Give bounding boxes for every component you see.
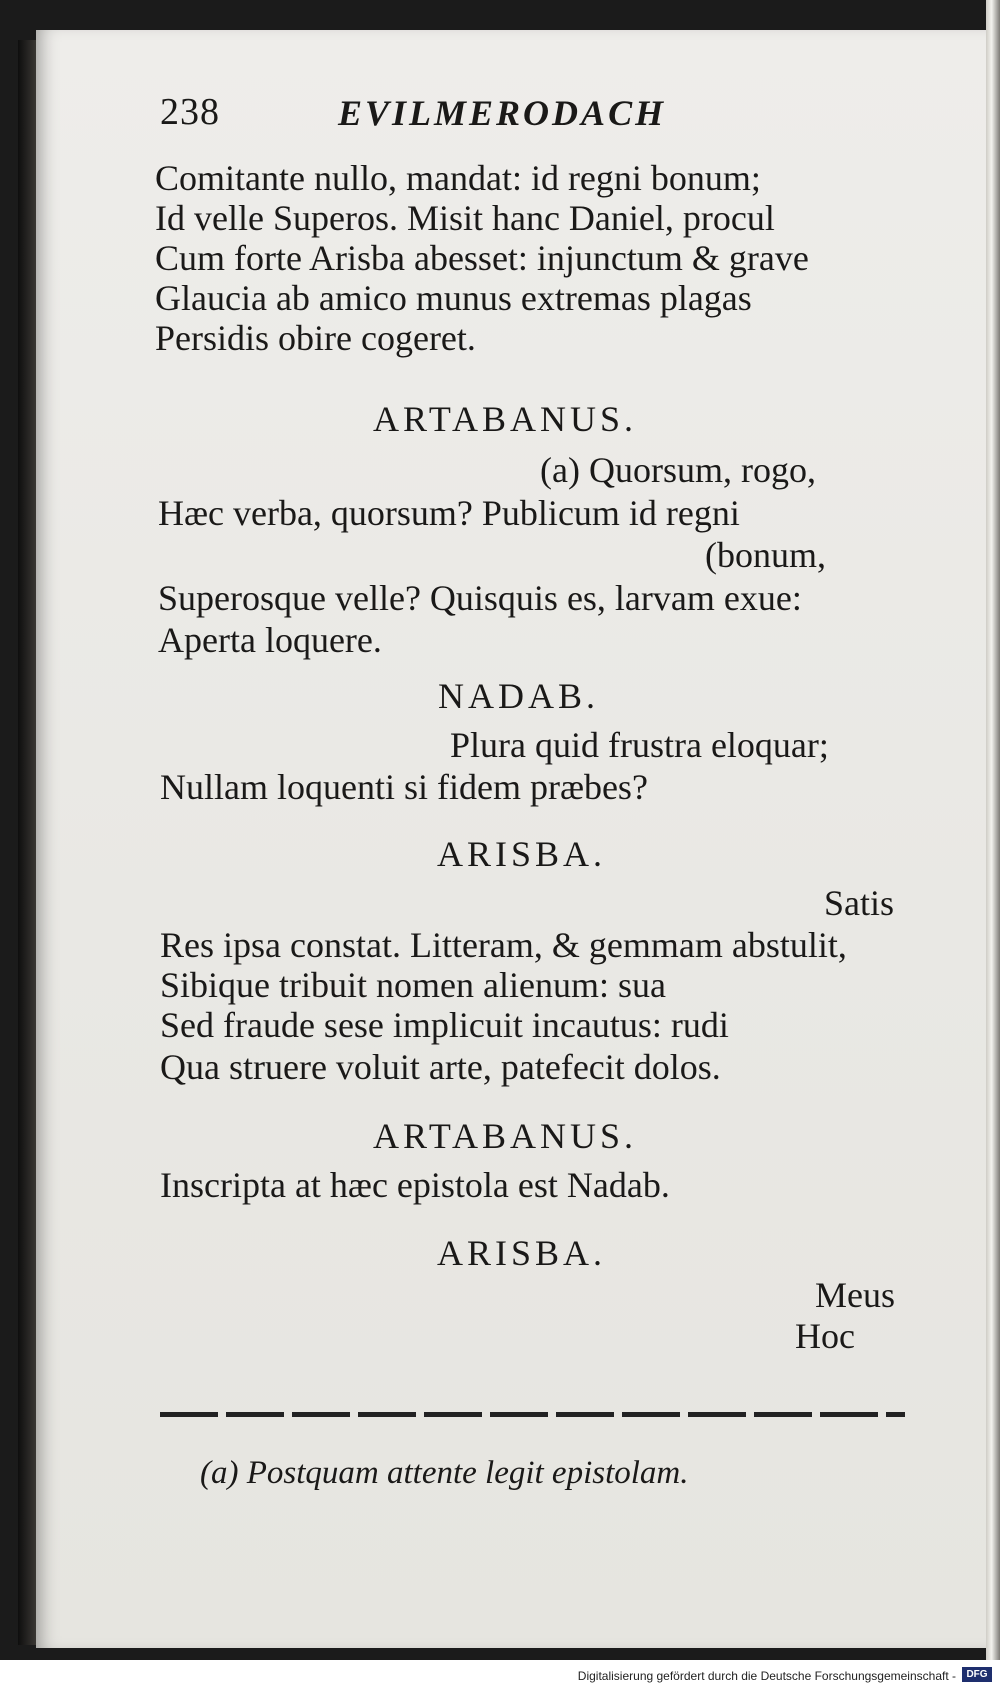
verse-line: Hoc: [795, 1316, 855, 1356]
verse-line: Sed fraude sese implicuit incautus: rudi: [160, 1005, 729, 1045]
verse-line: (bonum,: [705, 535, 826, 575]
verse-line: Cum forte Arisba abesset: injunctum & grave: [155, 238, 809, 278]
speaker-name: ARTABANUS.: [373, 399, 637, 439]
speaker-name: ARISBA.: [437, 834, 607, 874]
verse-line: Persidis obire cogeret.: [155, 318, 476, 358]
verse-line: Hæc verba, quorsum? Publicum id regni: [158, 493, 740, 533]
verse-line: Meus: [815, 1275, 895, 1315]
speaker-name: ARISBA.: [437, 1233, 607, 1273]
page-fore-edge: [986, 0, 1000, 1660]
verse-line: Res ipsa constat. Litteram, & gemmam abstulit,: [160, 925, 847, 965]
footnote-separator: [160, 1412, 905, 1417]
footnote: (a) Postquam attente legit epistolam.: [200, 1455, 689, 1491]
verse-line: Superosque velle? Quisquis es, larvam exue:: [158, 578, 802, 618]
verse-line: Sibique tribuit nomen alienum: sua: [160, 965, 666, 1005]
digitization-credit: Digitalisierung gefördert durch die Deutsche Forschungsgemeinschaft -: [577, 1669, 956, 1683]
speaker-name: ARTABANUS.: [373, 1116, 637, 1156]
speaker-name: NADAB.: [438, 676, 600, 716]
verse-line: Qua struere voluit arte, patefecit dolos.: [160, 1047, 721, 1087]
page-number: 238: [160, 91, 220, 133]
verse-line: Glaucia ab amico munus extremas plagas: [155, 278, 752, 318]
verse-line: Plura quid frustra eloquar;: [450, 725, 829, 765]
verse-line: Comitante nullo, mandat: id regni bonum;: [155, 158, 761, 198]
verse-line: (a) Quorsum, rogo,: [540, 450, 816, 490]
verse-line: Nullam loquenti si fidem præbes?: [160, 767, 648, 807]
verse-line: Inscripta at hæc epistola est Nadab.: [160, 1165, 670, 1205]
verse-line: Aperta loquere.: [158, 620, 382, 660]
verse-line: Satis: [824, 883, 895, 923]
dfg-logo: DFG: [962, 1667, 992, 1682]
verse-line: Id velle Superos. Misit hanc Daniel, procul: [155, 198, 775, 238]
running-title: EVILMERODACH: [338, 93, 667, 133]
